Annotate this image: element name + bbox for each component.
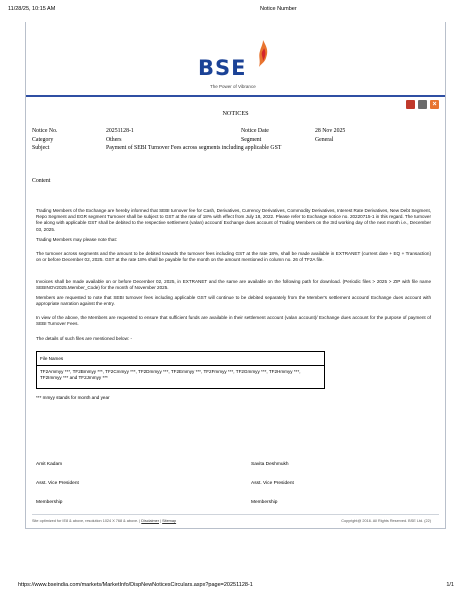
signatory-left-name: Amit Kadam bbox=[36, 462, 63, 467]
print-date: 11/28/25, 10:15 AM bbox=[8, 6, 56, 12]
site-footer-right bbox=[341, 519, 431, 523]
signatory-left-dept: Membership bbox=[36, 500, 63, 505]
page-code: (22) bbox=[424, 519, 431, 523]
meta-row bbox=[32, 137, 435, 146]
paragraph-note: Trading Members may please note that: bbox=[36, 237, 118, 242]
signatory-row bbox=[36, 481, 435, 500]
footnote: *** mmyy stands for month and year bbox=[36, 395, 110, 400]
pdf-icon[interactable] bbox=[406, 100, 415, 109]
signatory-row bbox=[36, 462, 435, 481]
footer-rule bbox=[32, 514, 439, 515]
notices-heading: NOTICES bbox=[222, 110, 249, 117]
notice-no-label: Notice No. bbox=[32, 128, 58, 134]
paragraph-extranet: The turnover across segments and the amount to be debited towards the turnover fees including GST at the rate 18%, shall be made available in EXTRANET (current date + EQ + Transaction) on or before December 02, 2025. GST at the rate 18% shall be payable for the month on the amount mentioned in column no. 26 of TF2A file. bbox=[36, 251, 431, 263]
logo-tagline: The Power of Vibrance bbox=[210, 84, 256, 89]
flame-icon bbox=[257, 40, 269, 68]
notice-no: 20251128-1 bbox=[106, 128, 134, 134]
subject-label: Subject bbox=[32, 145, 50, 151]
site-note: Site optimized for IE8 & above, resolution 1024 X 768 & above. | bbox=[32, 519, 141, 523]
paragraph-debit: Members are requested to note that SEBI turnover fees including applicable GST will continue to be debited separately from the Member's settlement account/ Exchange dues account with appropriate narration against the entry. bbox=[36, 295, 431, 307]
signatory-row bbox=[36, 500, 435, 519]
paragraph-funds: In view of the above, the Members are requested to ensure that sufficient funds are available in their settlement account (valan account)/ Exchange dues account for the purpose of payment of SEBI Turnover Fees. bbox=[36, 315, 431, 327]
print-url: https://www.bseindia.com/markets/MarketInfo/DispNewNoticesCirculars.aspx?page=20251128-1 bbox=[18, 582, 253, 588]
category-value: Others bbox=[106, 136, 122, 143]
site-footer-left bbox=[32, 519, 176, 523]
print-icon[interactable] bbox=[418, 100, 427, 109]
signatory-right-title: Asst. Vice President bbox=[251, 481, 294, 486]
footer-separator: | bbox=[160, 519, 162, 523]
bse-logo[interactable] bbox=[26, 30, 445, 98]
table-cell: TF2Ammyy ***, TF2Bmmyy ***, TF2Cmmyy ***, TF2Dmmyy ***, TF2Emmyy ***, TF2Fmmyy ***, TF2Gmmyy ***, TF2Hmmyy ***, TF2Immyy *** and TF2Jmmyy *** bbox=[40, 369, 301, 380]
file-names-table bbox=[36, 351, 325, 389]
signatory-right-dept: Membership bbox=[251, 500, 278, 505]
table-header: File Names bbox=[37, 352, 324, 366]
disclaimer-link[interactable]: Disclaimer bbox=[141, 519, 160, 523]
toolbar-icons bbox=[406, 100, 439, 109]
meta-row bbox=[32, 128, 435, 137]
close-icon[interactable]: × bbox=[430, 100, 439, 109]
paragraph-gst: Trading Members of the Exchange are hereby informed that SEBI turnover fee for Cash, Derivatives, Currency Derivatives, Commodity Derivatives, Interest Rate Derivatives, New Debt Segment, Repo Segment and EGR segment Turnover shall be subject to GST at the rate of 18% with effect from July 18, 2022. Please refer to Exchange notice no. 20220715-1 in this regard. The turnover fee along with applicable GST shall be debited to the respective settlement (valan) account/ Exchange dues account of Trading Members on the 3rd working day of the next month i.e., December 03, 2025. bbox=[36, 208, 431, 232]
segment-label: Segment bbox=[241, 136, 262, 143]
signatory-left-title: Asst. Vice President bbox=[36, 481, 79, 486]
notice-sheet bbox=[25, 22, 446, 529]
paragraph-details: The details of such files are mentioned below: - bbox=[36, 336, 133, 341]
subject-value: Payment of SEBI Turnover Fees across segments including applicable GST bbox=[106, 145, 282, 151]
print-page-number: 1/1 bbox=[446, 582, 454, 588]
segment-value: General bbox=[315, 136, 334, 143]
notice-date: 28 Nov 2025 bbox=[315, 128, 346, 134]
signatories bbox=[36, 462, 435, 519]
content-label: Content bbox=[32, 178, 51, 184]
copyright: Copyright@ 2016. All Rights Reserved. BSE Ltd. bbox=[341, 519, 424, 523]
print-header bbox=[8, 6, 460, 16]
sitemap-link[interactable]: Sitemap bbox=[162, 519, 177, 523]
category-label: Category bbox=[32, 136, 54, 143]
header-rule bbox=[26, 95, 445, 97]
print-footer bbox=[18, 582, 454, 592]
notice-date-label: Notice Date bbox=[241, 128, 269, 134]
signatory-right-name: Savita Deshmukh bbox=[251, 462, 289, 467]
print-title: Notice Number bbox=[260, 6, 297, 12]
meta-row bbox=[32, 145, 435, 154]
notice-meta bbox=[32, 128, 435, 154]
paragraph-invoices: Invoices shall be made available on or before December 02, 2025, in EXTRANET and the same are available on the following path for download. (Periodic files > 2025 > ZIP with file name SEBINOV2025.Member_Code) for the month of November 2025. bbox=[36, 279, 431, 291]
logo-text: BSE bbox=[198, 56, 247, 80]
